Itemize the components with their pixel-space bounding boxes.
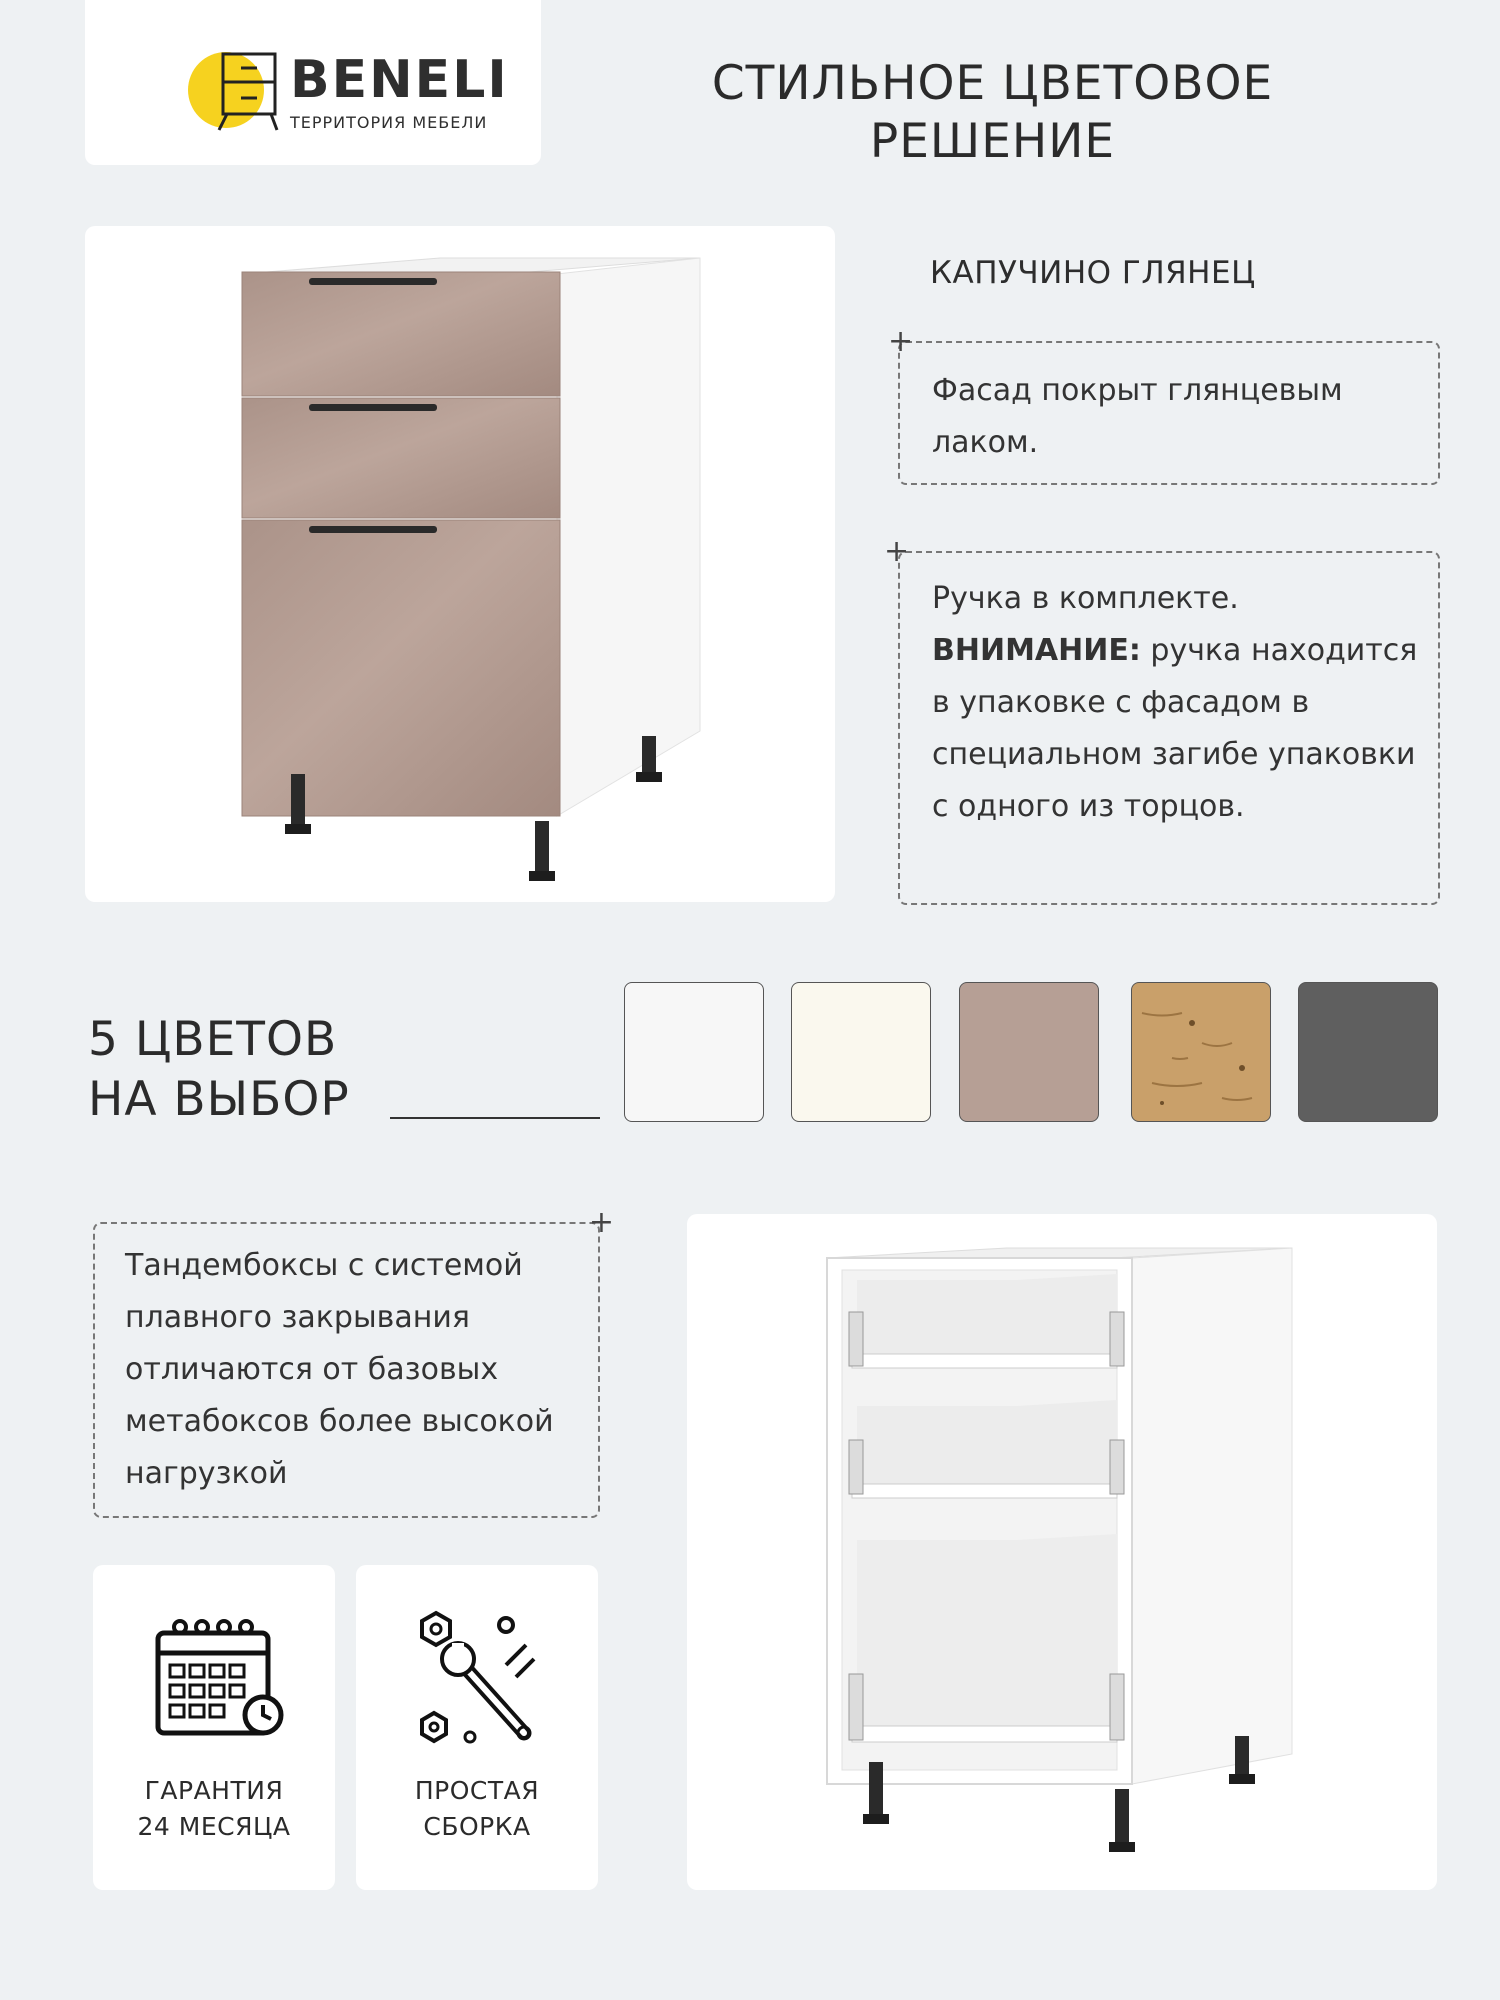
- handle-note-line1: Ручка в комплекте.: [932, 581, 1239, 616]
- product-image-card: [85, 226, 835, 902]
- handle-note-warning: ВНИМАНИЕ:: [932, 633, 1141, 668]
- color-swatch-oak[interactable]: [1131, 982, 1271, 1122]
- cabinet-frame-image: [687, 1214, 1437, 1890]
- feature-assembly: [356, 1565, 598, 1890]
- feature-assembly-label: [356, 1773, 598, 1845]
- colors-title: [88, 1010, 350, 1130]
- plus-icon: +: [588, 1205, 614, 1240]
- color-swatch-cream[interactable]: [791, 982, 931, 1122]
- colors-title-line2: НА ВЫБОР: [88, 1072, 350, 1127]
- color-swatch-white[interactable]: [624, 982, 764, 1122]
- tandem-note: [93, 1205, 614, 1518]
- brand-name: BENELI: [290, 50, 509, 110]
- feature-warranty-line1: ГАРАНТИЯ: [144, 1776, 284, 1805]
- page-title: [620, 55, 1365, 171]
- logo-card: [85, 0, 541, 165]
- colors-divider: [390, 1117, 600, 1119]
- feature-warranty-label: [93, 1773, 335, 1845]
- color-name: КАПУЧИНО ГЛЯНЕЦ: [930, 255, 1256, 291]
- page-title-line2: РЕШЕНИЕ: [869, 114, 1116, 169]
- brand-tagline: ТЕРРИТОРИЯ МЕБЕЛИ: [290, 113, 488, 132]
- plus-icon: +: [884, 534, 910, 569]
- handle-note-rest: ручка находится в упаковке с фасадом в специальном загибе упаковки с одного из торцов.: [932, 633, 1418, 824]
- handle-note: [884, 534, 1440, 905]
- drawer-logo-icon: [205, 50, 285, 132]
- wrench-tools-icon: [406, 1605, 546, 1755]
- feature-assembly-line1: ПРОСТАЯ: [414, 1776, 540, 1805]
- gloss-note-text: Фасад покрыт глянцевым лаком.: [932, 373, 1343, 460]
- color-swatch-graphite[interactable]: [1298, 982, 1438, 1122]
- handle-note-text: [932, 573, 1427, 833]
- cabinet-frame-card: [687, 1214, 1437, 1890]
- feature-warranty-line2: 24 МЕСЯЦА: [137, 1812, 291, 1841]
- colors-title-line1: 5 ЦВЕТОВ: [88, 1012, 338, 1067]
- tandem-note-text: Тандембоксы с системой плавного закрывания отличаются от базовых метабоксов более высокой нагрузкой: [125, 1248, 554, 1491]
- color-swatch-cappuccino[interactable]: [959, 982, 1099, 1122]
- wood-texture: [1132, 983, 1270, 1121]
- feature-assembly-line2: СБОРКА: [423, 1812, 531, 1841]
- gloss-note: [888, 324, 1440, 485]
- calendar-clock-icon: [148, 1615, 288, 1745]
- cabinet-drawers-image: [85, 226, 835, 902]
- page-title-line1: СТИЛЬНОЕ ЦВЕТОВОЕ: [711, 56, 1274, 111]
- feature-warranty: [93, 1565, 335, 1890]
- plus-icon: +: [888, 324, 914, 359]
